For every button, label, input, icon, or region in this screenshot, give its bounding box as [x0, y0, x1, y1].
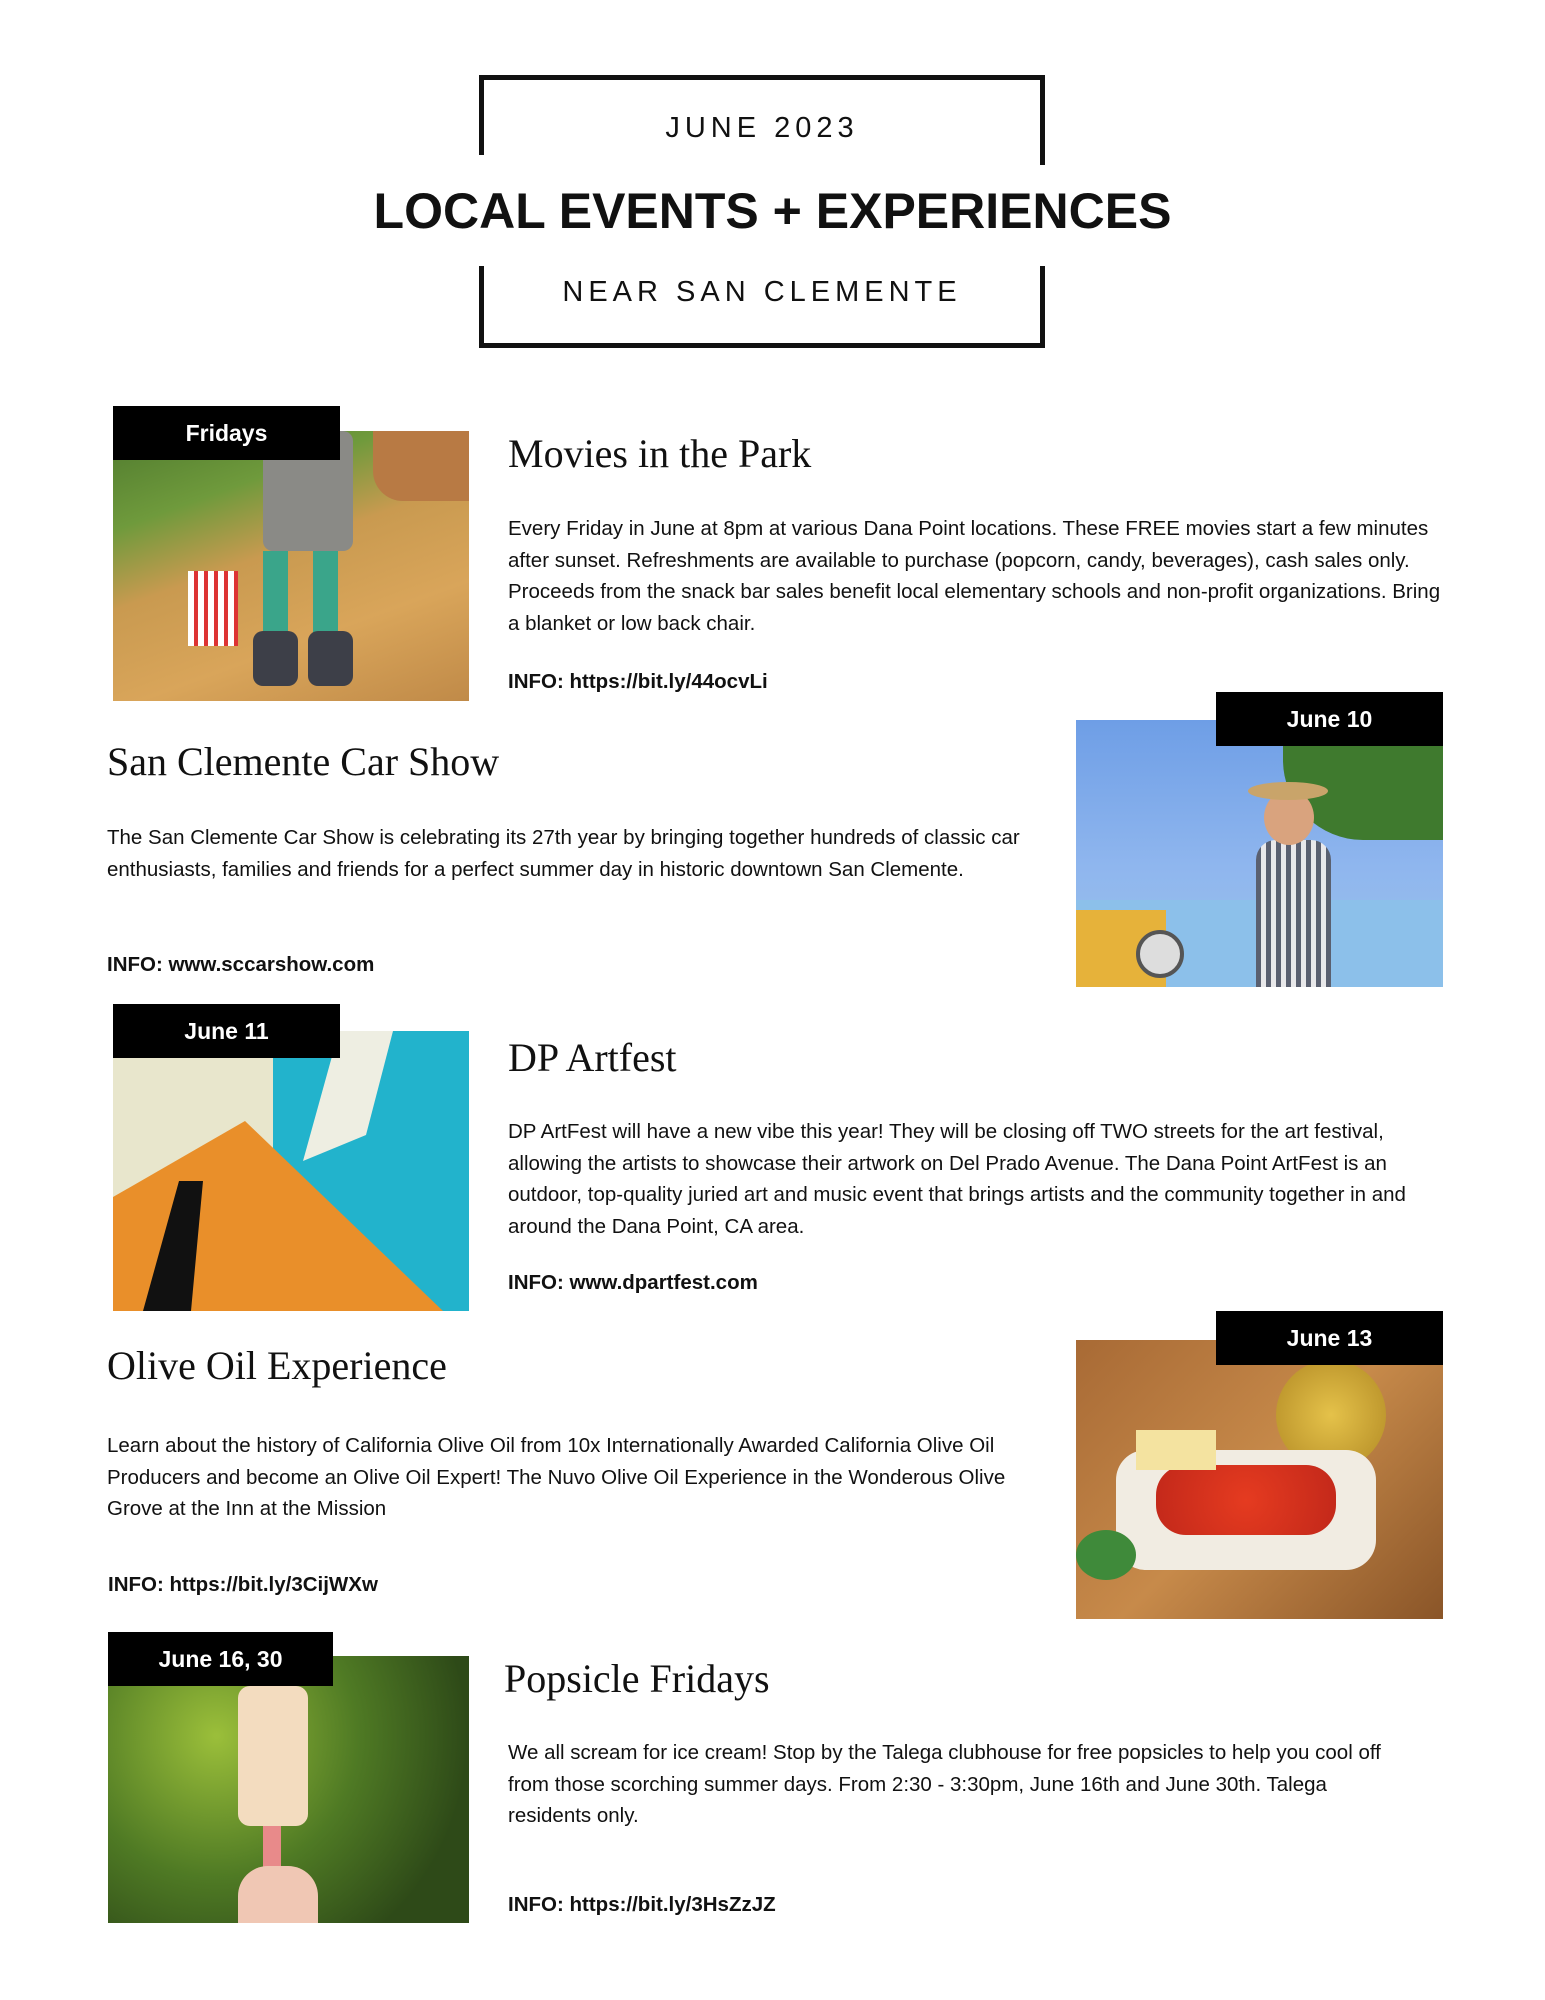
event-description: The San Clemente Car Show is celebrating its 27th year by bringing together hundreds of classic car enthusiasts, families and friends for a perfect summer day in historic downtown San Clemente. [107, 826, 1020, 881]
dp-artfest-photo [113, 1031, 469, 1311]
event-info-link[interactable]: INFO: www.sccarshow.com [107, 953, 375, 976]
event-title: Popsicle Fridays [504, 1656, 770, 1701]
event-info-link[interactable]: INFO: https://bit.ly/3HsZzJZ [508, 1893, 776, 1916]
olive-oil-photo [1076, 1340, 1443, 1619]
event-description: Every Friday in June at 8pm at various Dana Point locations. These FREE movies start a few minutes after sunset. Refreshments are available to purchase (popcorn, candy, beverages), cash sales only. Proceeds from the snack bar sales benefit local elementary schools and non-profit organizations. Bring a blanket or low back chair. [508, 517, 1441, 635]
event-info-link[interactable]: INFO: www.dpartfest.com [508, 1271, 758, 1294]
event-info-link[interactable]: INFO: https://bit.ly/3CijWXw [108, 1573, 378, 1596]
event-title: San Clemente Car Show [107, 739, 500, 784]
date-badge: June 11 [113, 1004, 340, 1058]
event-title: Olive Oil Experience [107, 1343, 447, 1388]
date-badge: Fridays [113, 406, 340, 460]
header-subtitle: NEAR SAN CLEMENTE [562, 276, 962, 308]
frame-top-line [479, 75, 1045, 80]
event-description: Learn about the history of California Olive Oil from 10x Internationally Awarded California Olive Oil Producers and become an Olive Oil Expert! The Nuvo Olive Oil Experience in the Wonderous Olive Grove at the Inn at the Mission [107, 1434, 1006, 1520]
event-description: DP ArtFest will have a new vibe this year! They will be closing off TWO streets for the art festival, allowing the artists to showcase their artwork on Del Prado Avenue. The Dana Point ArtFest is an outdoor, top-quality juried art and music event that brings artists and the community together in and around the Dana Point, CA area. [508, 1120, 1406, 1238]
event-title: DP Artfest [508, 1035, 677, 1080]
frame-bottom-line [479, 343, 1045, 348]
page-title: LOCAL EVENTS + EXPERIENCES [373, 183, 1172, 239]
event-description: We all scream for ice cream! Stop by the Talega clubhouse for free popsicles to help you cool off from those scorching summer days. From 2:30 - 3:30pm, June 16th and June 30th. Talega residents only. [508, 1741, 1381, 1827]
event-title: Movies in the Park [508, 431, 812, 476]
movies-in-the-park-photo [113, 431, 469, 701]
car-show-photo [1076, 720, 1443, 987]
date-badge: June 10 [1216, 692, 1443, 746]
date-badge: June 16, 30 [108, 1632, 333, 1686]
date-badge: June 13 [1216, 1311, 1443, 1365]
event-info-link[interactable]: INFO: https://bit.ly/44ocvLi [508, 670, 768, 693]
header-month: JUNE 2023 [665, 112, 859, 144]
popsicle-photo [108, 1656, 469, 1923]
